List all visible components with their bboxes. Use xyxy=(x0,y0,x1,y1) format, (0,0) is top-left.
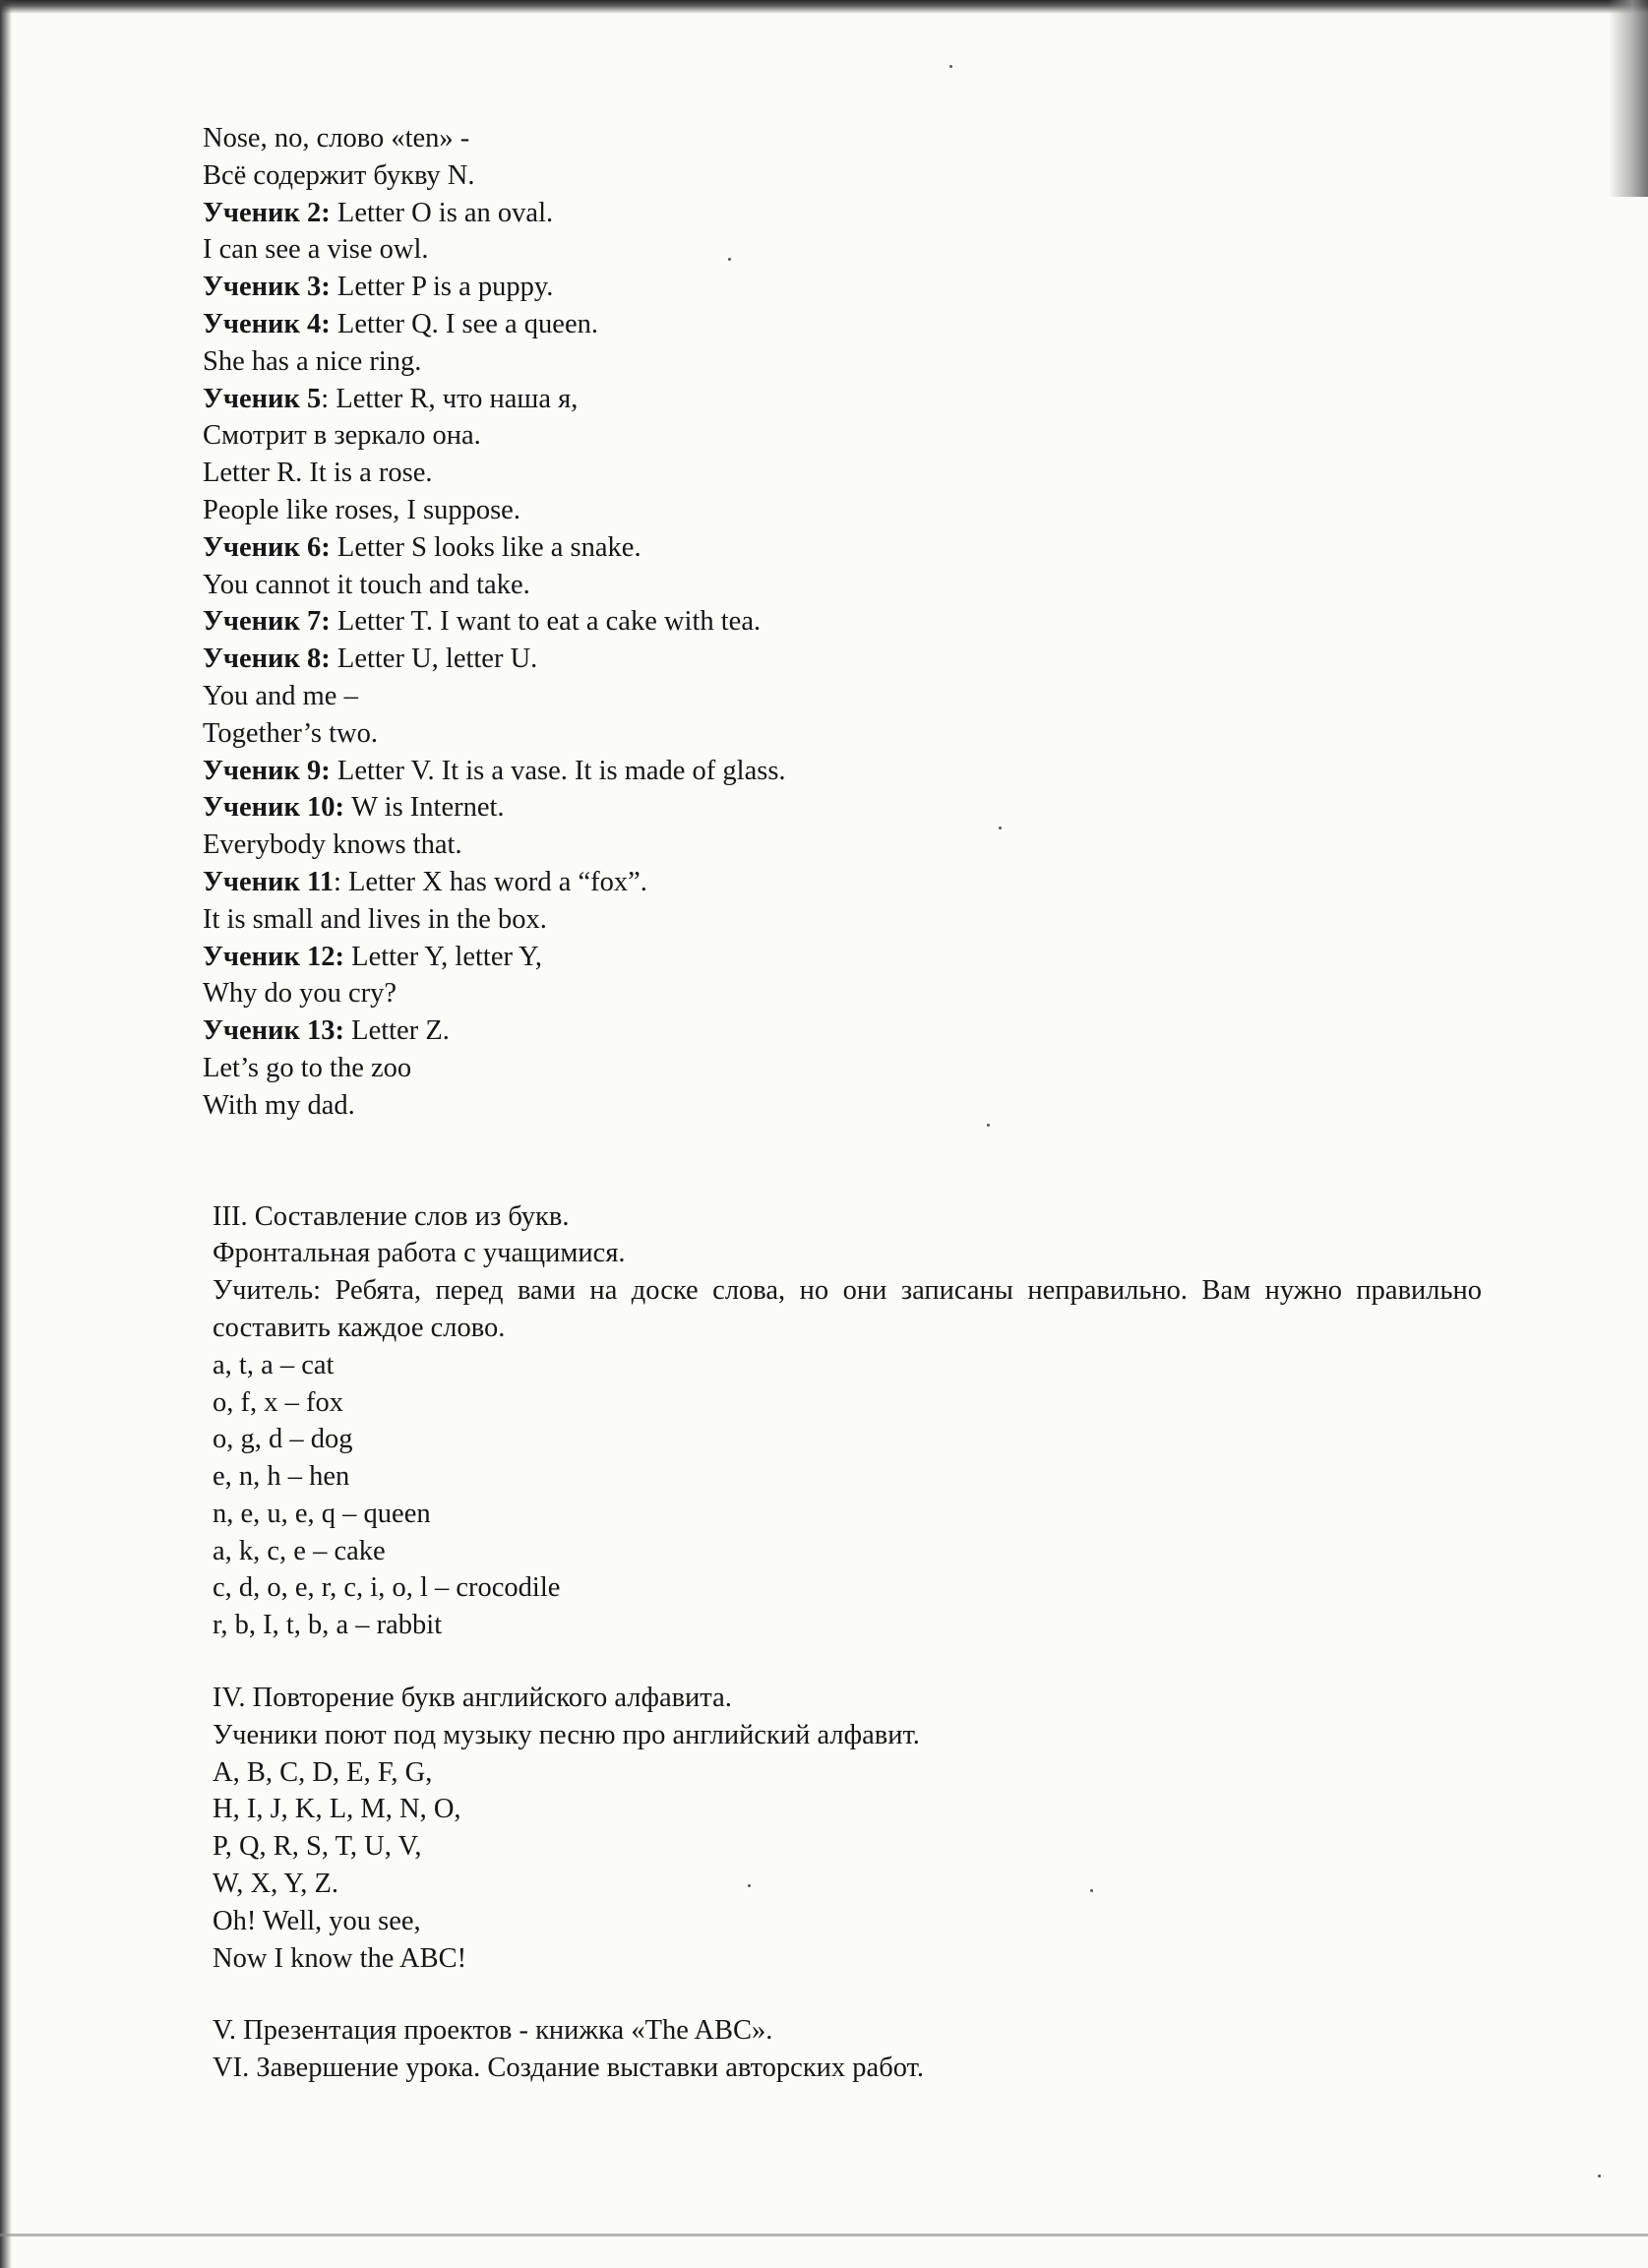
speaker-label: Ученик 2: xyxy=(203,197,331,228)
section-6: VI. Завершение урока. Создание выставки авторских работ. xyxy=(213,2053,925,2084)
poem-line xyxy=(203,901,1482,939)
poem-line xyxy=(203,1050,1482,1087)
word-item: o, f, x – fox xyxy=(213,1386,343,1418)
speaker-label: Ученик 5 xyxy=(203,383,322,414)
section-3-subheading: Фронтальная работа с учащимися. xyxy=(213,1238,626,1269)
poem-text: Why do you cry? xyxy=(203,978,397,1010)
song-line: A, B, C, D, E, F, G, xyxy=(213,1756,433,1788)
word-item: n, e, u, e, q – queen xyxy=(213,1498,431,1529)
song-line: P, Q, R, S, T, U, V, xyxy=(213,1831,422,1863)
document-body xyxy=(203,120,1482,2087)
poem-line xyxy=(203,603,1482,641)
poem-text: Letter Y, letter Y, xyxy=(344,941,543,972)
scan-edge-top xyxy=(0,0,1648,14)
speaker-label: Ученик 9: xyxy=(203,755,331,786)
speaker-label: Ученик 4: xyxy=(203,308,331,339)
poem-line xyxy=(203,417,1482,455)
poem-text: Letter V. It is a vase. It is made of glass. xyxy=(330,755,786,786)
speaker-label: Ученик 13: xyxy=(203,1015,345,1047)
scan-edge-right xyxy=(1609,0,1648,197)
word-item: a, t, a – cat xyxy=(213,1349,335,1380)
poem-text: Letter R. It is a rose. xyxy=(203,458,433,489)
scan-edge-bottom xyxy=(0,2234,1648,2237)
song-line: Now I know the ABC! xyxy=(213,1942,467,1974)
poem-line xyxy=(203,343,1482,381)
song-line: Oh! Well, you see, xyxy=(213,1905,421,1936)
word-item: r, b, I, t, b, a – rabbit xyxy=(213,1610,443,1641)
scan-edge-left xyxy=(0,0,12,2268)
poem-text: Letter Q. I see a queen. xyxy=(330,308,598,339)
section-4 xyxy=(203,1680,1482,1977)
section-3 xyxy=(203,1198,1482,1645)
word-list xyxy=(213,1347,1482,1644)
poem-section xyxy=(203,120,1482,1125)
poem-text: Letter S looks like a snake. xyxy=(330,531,641,563)
poem-text: Letter U, letter U. xyxy=(330,644,538,675)
poem-text: I can see a vise owl. xyxy=(203,234,429,266)
poem-text: It is small and lives in the box. xyxy=(203,903,547,935)
poem-line xyxy=(203,306,1482,343)
poem-text: Nose, no, слово «ten» - xyxy=(203,123,470,153)
speaker-label: Ученик 6: xyxy=(203,531,331,563)
poem-text: People like roses, I suppose. xyxy=(203,494,520,525)
poem-line xyxy=(203,231,1482,269)
poem-line xyxy=(203,789,1482,827)
poem-text: Letter T. I want to eat a cake with tea. xyxy=(330,606,762,638)
poem-line xyxy=(203,195,1482,232)
speaker-label: Ученик 10: xyxy=(203,792,345,824)
poem-line xyxy=(203,269,1482,306)
poem-line xyxy=(203,678,1482,715)
poem-text: With my dad. xyxy=(203,1089,355,1121)
poem-text: W is Internet. xyxy=(344,792,505,824)
section-5: V. Презентация проектов - книжка «The ABC». xyxy=(213,2015,773,2047)
section-5-6 xyxy=(203,2012,1482,2087)
speaker-label: Ученик 7: xyxy=(203,606,331,638)
poem-text: Together’s two. xyxy=(203,717,378,749)
poem-text: Всё содержит букву N. xyxy=(203,159,475,191)
poem-line xyxy=(203,939,1482,976)
poem-line xyxy=(203,827,1482,864)
poem-line xyxy=(203,529,1482,567)
word-item: o, g, d – dog xyxy=(213,1424,353,1455)
song-line: H, I, J, K, L, M, N, O, xyxy=(213,1794,461,1825)
poem-line xyxy=(203,492,1482,529)
speaker-label: Ученик 12: xyxy=(203,941,345,972)
song-line: W, X, Y, Z. xyxy=(213,1869,338,1900)
poem-line xyxy=(203,753,1482,790)
word-item: a, k, c, e – cake xyxy=(213,1535,386,1566)
poem-text: You and me – xyxy=(203,680,358,711)
speaker-label: Ученик 11 xyxy=(203,866,334,897)
section-4-heading: IV. Повторение букв английского алфавита. xyxy=(213,1683,732,1714)
poem-text: Letter Z. xyxy=(344,1015,450,1047)
poem-text: Everybody knows that. xyxy=(203,829,462,861)
poem-line xyxy=(203,1012,1482,1050)
poem-text: You cannot it touch and take. xyxy=(203,569,530,600)
section-3-heading: III. Составление слов из букв. xyxy=(213,1200,570,1232)
alphabet-song xyxy=(213,1754,1482,1978)
poem-text: : Letter X has word a “fox”. xyxy=(333,866,647,897)
poem-line xyxy=(203,715,1482,753)
poem-line xyxy=(203,864,1482,901)
teacher-instruction: Учитель: Ребята, перед вами на доске слова, но они записаны неправильно. Вам нужно правильно составить каждое слово. xyxy=(213,1275,1482,1343)
poem-line xyxy=(203,641,1482,678)
word-item: c, d, o, e, r, c, i, o, l – crocodile xyxy=(213,1572,561,1604)
poem-line xyxy=(203,455,1482,492)
poem-line xyxy=(203,120,1482,157)
poem-text: Letter P is a puppy. xyxy=(330,272,554,303)
speaker-label: Ученик 3: xyxy=(203,272,331,303)
scan-speck xyxy=(949,65,952,68)
poem-line xyxy=(203,157,1482,195)
poem-line xyxy=(203,975,1482,1012)
poem-text: Смотрит в зеркало она. xyxy=(203,420,481,452)
poem-line xyxy=(203,1087,1482,1125)
poem-text: Letter O is an oval. xyxy=(330,197,554,228)
poem-text: She has a nice ring. xyxy=(203,345,422,377)
speaker-label: Ученик 8: xyxy=(203,644,331,675)
word-item: e, n, h – hen xyxy=(213,1461,350,1493)
poem-text: Let’s go to the zoo xyxy=(203,1052,412,1083)
poem-line xyxy=(203,381,1482,418)
section-4-subheading: Ученики поют под музыку песню про английский алфавит. xyxy=(213,1719,920,1750)
scan-speck xyxy=(1598,2175,1601,2177)
poem-text: : Letter R, что наша я, xyxy=(321,383,579,414)
poem-line xyxy=(203,567,1482,604)
